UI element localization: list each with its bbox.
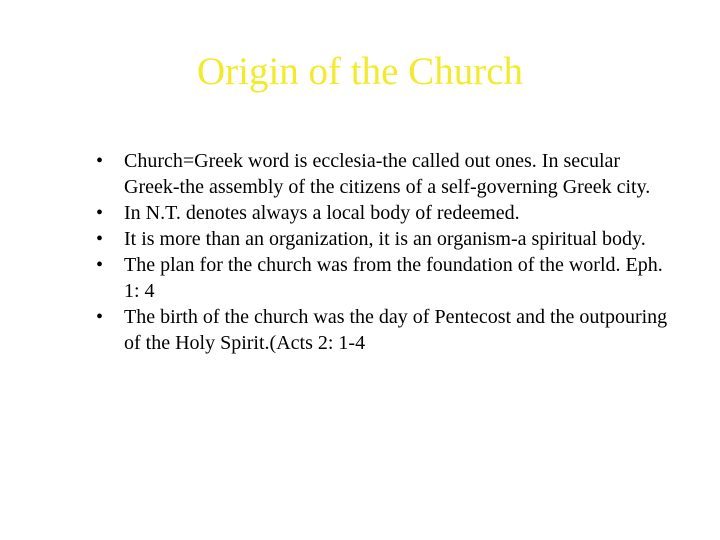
bullet-marker: • xyxy=(96,306,104,328)
bullet-text: It is more than an organization, it is an organism-a spiritual body. xyxy=(124,228,646,250)
bullet-list xyxy=(96,148,670,356)
bullet-item xyxy=(96,252,670,304)
bullet-item xyxy=(96,200,670,226)
bullet-item xyxy=(96,226,670,252)
bullet-text: The birth of the church was the day of Pentecost and the outpouring of the Holy Spirit.(Acts 2: 1-4 xyxy=(124,306,668,354)
bullet-text: Church=Greek word is ecclesia-the called out ones. In secular Greek-the assembly of the citizens of a self-governing Greek city. xyxy=(124,150,651,198)
bullet-marker: • xyxy=(96,228,104,250)
bullet-item xyxy=(96,148,670,200)
bullet-text: In N.T. denotes always a local body of redeemed. xyxy=(124,202,520,224)
slide-title: Origin of the Church xyxy=(196,50,523,93)
bullet-text: The plan for the church was from the foundation of the world. Eph. 1: 4 xyxy=(124,254,663,302)
bullet-marker: • xyxy=(96,254,104,276)
bullet-marker: • xyxy=(96,202,104,224)
bullet-marker: • xyxy=(96,150,104,172)
bullet-item xyxy=(96,304,670,356)
